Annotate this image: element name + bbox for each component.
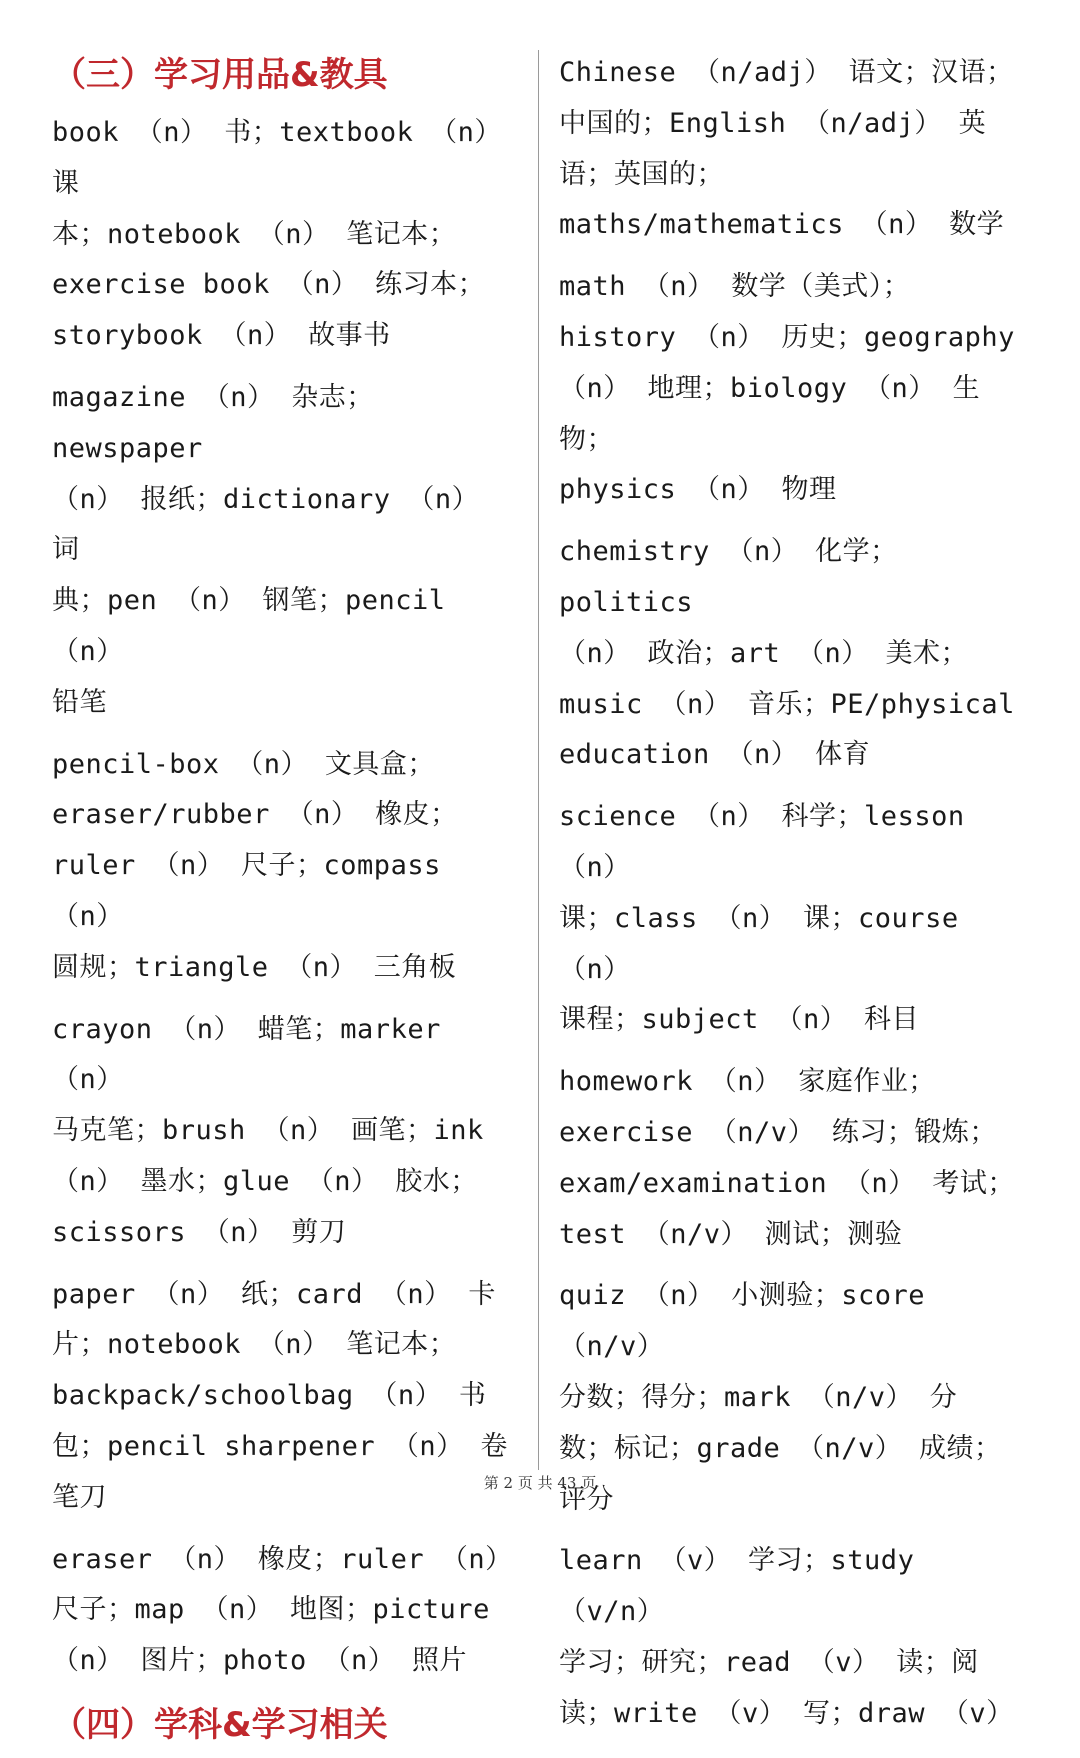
left-column bbox=[52, 48, 514, 1758]
vocab-paragraph: book （n） 书；textbook （n） 课 本；notebook （n） 笔记本； exercise book （n） 练习本； storybook （n） 故事书 bbox=[52, 117, 502, 352]
vocab-paragraph: magazine （n） 杂志；newspaper （n） 报纸；dictionary （n） 词 典；pen （n） 钢笔；pencil （n） 铅笔 bbox=[52, 381, 480, 718]
column-divider bbox=[538, 50, 539, 1470]
vocab-paragraph: learn （v） 学习；study （v/n） 学习；研究；read （v） 读；阅 读；write （v） 写；draw （v） bbox=[559, 1545, 1014, 1729]
vocab-paragraph: homework （n） 家庭作业； exercise （n/v） 练习；锻炼； exam/examination （n） 考试； test （n/v） 测试；测验 bbox=[559, 1066, 1015, 1250]
right-column bbox=[559, 48, 1021, 1751]
vocab-paragraph: Chinese （n/adj） 语文；汉语； 中国的；English （n/adj） 英 语；英国的； maths/mathematics （n） 数学 bbox=[559, 57, 1014, 241]
vocab-paragraph: math （n） 数学（美式）； history （n） 历史；geography （n） 地理；biology （n） 生物； physics （n） 物理 bbox=[559, 271, 1015, 506]
vocab-paragraph: eraser （n） 橡皮；ruler （n） 尺子；map （n） 地图；picture （n） 图片；photo （n） 照片 bbox=[52, 1543, 513, 1677]
section-heading-subjects: （四）学科&学习相关 bbox=[52, 1704, 388, 1745]
vocab-paragraph: pencil-box （n） 文具盒； eraser/rubber （n） 橡皮； ruler （n） 尺子；compass （n） 圆规；triangle （n） 三角板 bbox=[52, 748, 458, 983]
section-heading-school-supplies: （三）学习用品&教具 bbox=[52, 55, 388, 95]
vocab-paragraph: science （n） 科学；lesson （n） 课；class （n） 课；course （n） 课程；subject （n） 科目 bbox=[559, 801, 965, 1036]
vocab-paragraph: paper （n） 纸；card （n） 卡 片；notebook （n） 笔记本； backpack/schoolbag （n） 书 包；pencil sharpener （n） 卷 笔刀 bbox=[52, 1278, 508, 1513]
vocab-paragraph: quiz （n） 小测验；score （n/v） 分数；得分；mark （n/v） 分 数；标记；grade （n/v） 成绩； 评分 bbox=[559, 1280, 1002, 1515]
vocab-paragraph: crayon （n） 蜡笔；marker （n） 马克笔；brush （n） 画笔；ink （n） 墨水；glue （n） 胶水； scissors （n） 剪刀 bbox=[52, 1013, 484, 1248]
vocab-paragraph: chemistry （n） 化学；politics （n） 政治；art （n） 美术； music （n） 音乐；PE/physical education （n） 体育 bbox=[559, 536, 1015, 771]
page-number: 第 2 页 共 43 页 bbox=[483, 1474, 597, 1492]
